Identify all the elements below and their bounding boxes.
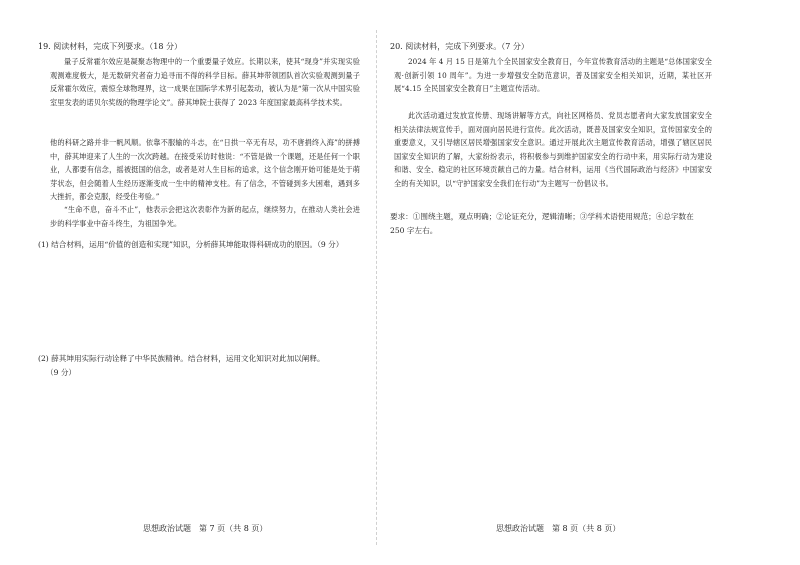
q19-material-paragraph-2: 他的科研之路并非一帆风顺。依靠不服输的斗志，在“日拱一卒无有尽，功不唐捐终入海”的拼搏中，薛其坤迎来了人生的一次次跨越。在接受采访时他说：“不管是做一个课题，还是任何一个职业，人都要有信念，摇被挺国的信念，或者是对人生目标的追求，这个信念刚开始可能是处于萌芽状态，但会随着人生经历逐渐变成一生中的精神支柱。有了信念，不管碰到多大困难，遇到多大挫折，都会克服，经受住考验。” [50,138,360,201]
q20-requirements: 要求：①围绕主题，观点明确；②论证充分，逻辑清晰；③学科术语使用规范；④总字数在 [390,212,694,221]
q19-sub-question-2-score: （9 分） [46,368,77,377]
q19-sub-question-2: (2) 薛其坤用实际行动诠释了中华民族精神。结合材料，运用文化知识对此加以阐释。 [38,354,325,363]
q20-material-paragraph-1: 2024 年 4 月 15 日是第九个全民国家安全教育日，今年宣传教育活动的主题是“总体国家安全观·创新引领 10 周年”。为进一步增强安全防范意识，普及国家安全相关知识，近期，某社区开展“4.15 全民国家安全教育日”主题宣传活动。 [394,57,712,93]
left-page [0,0,394,565]
page-footer-right: 思想政治试题 第 8 页（共 8 页） [496,524,621,533]
q20-requirements-continued: 250 字左右。 [390,226,438,235]
question-20-title: 20. 阅读材料，完成下列要求。（7 分） [390,42,529,51]
question-19-title: 19. 阅读材料，完成下列要求。（18 分） [38,42,182,51]
page-divider [376,30,377,545]
q19-sub-question-1: (1) 结合材料，运用“价值的创造和实现”知识，分析薛其坤能取得科研成功的原因。（9 分） [38,240,344,249]
page-footer-left: 思想政治试题 第 7 页（共 8 页） [143,524,268,533]
q19-material-paragraph-1: 量子反常霍尔效应是凝聚态物理中的一个重要量子效应。长期以来，使其“现身”并实现实验观测难度极大，是无数研究者奋力追寻而不得的科学目标。薛其坤带领团队首次实验观测到量子反常霍尔效应，震惊全球物理界，这一成果在国际学术界引起轰动，被认为是“第一次从中国实验室里发表的诺贝尔奖级的物理学论文”。薛其坤院士获得了 2023 年度国家最高科学技术奖。 [50,57,360,107]
q19-material-paragraph-3: “生命不息，奋斗不止”，他表示会把这次表彰作为新的起点，继续努力，在推动人类社会进步的科学事业中奋斗终生，为祖国争光。 [50,205,360,228]
right-page [390,0,800,565]
q20-material-paragraph-2: 此次活动通过发放宣传册、现场讲解等方式，向社区网格员、党员志愿者向大家发放国家安全相关法律法规宣传手，面对面向居民进行宣传。此次活动，既普及国家安全知识，宣传国家安全的重要意义，又引导辖区居民增强国家安全意识。通过开展此次主题宣传教育活动，增强了辖区居民国家安全知识的了解，大家纷纷表示，将积极参与到维护国家安全的行动中来，用实际行动为建设和谐、安全、稳定的社区环境贡献自己的力量。结合材料，运用《当代国际政治与经济》中国家安全的有关知识，以“守护国家安全我们在行动”为主题写一份倡议书。 [394,111,712,188]
